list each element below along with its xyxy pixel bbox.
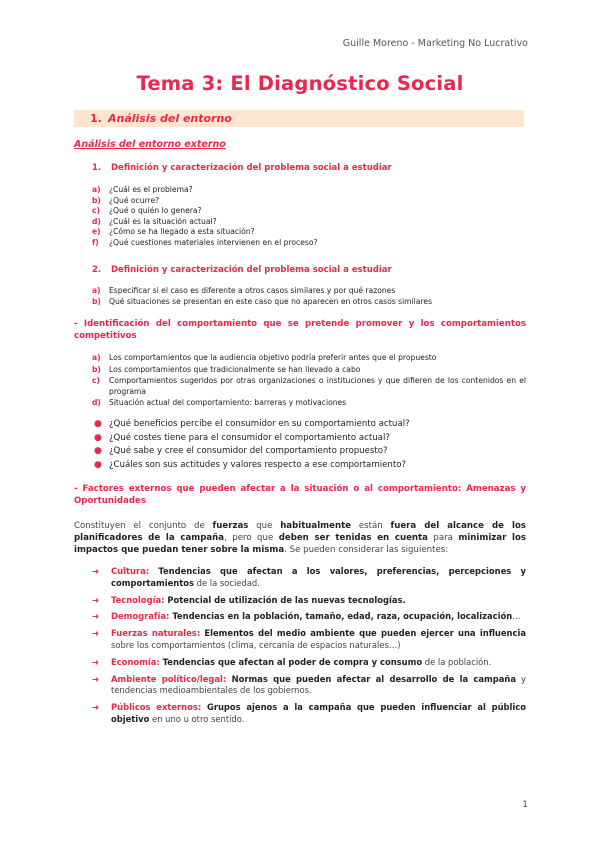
document-page: Guille Moreno - Marketing No Lucrativo Tema 3: El Diagnóstico Social 1. Análisis del entorno Análisis del entorno externo 1. Definición y caracterización del problema social a estudiar a) ¿Cuál es el problema? b) ¿Qué ocurre? c) ¿Qué o quién lo genera? d) ¿Cuál es la situación actual? e) ¿Cómo se ha llegado a esta situación? f) ¿Qué cuestiones materiales intervienen en el proceso? 2. Definición y caracterización del problema social a estudiar a) Especificar si el caso es diferente a otros casos similares y por qué razones b) Qué situaciones se presentan en este caso que no aparecen en otros casos similares - Identificación del comportamiento que se pretende promover y los comportamientos competitivos a) Los comportamientos que la audiencia objetivo podría preferir antes que el propuesto b) Los comportamientos que tradicionalmente se han llevado a cabo c) Comportamientos sugeridos por otras organizaciones o instituciones y que difieren de los contenidos en el programa d) Situación actual del comportamiento: barreras y motivaciones ● ¿Qué beneficios percibe el consumidor en su comportamiento actual? ● ¿Qué costes tiene para el consumidor el comportamiento actual? ● ¿Qué sabe y cree el consumidor del comportamiento propuesto? ● ¿Cuáles son sus actitudes y valores respecto a ese comportamiento? - Factores externos que pueden afectar a la situación o al comportamiento: Amenazas y Oportunidades Constituyen el conjunto de fuerzas que habitualmente están fuera del alcance de los planificadores de la campaña, pero que deben ser tenidas en cuenta para minimizar los impactos que puedan tener sobre la misma. Se pueden considerar las siguientes: ➜ Cultura: Tendencias que afectan a los valores, preferencias, percepciones y comportamientos de la sociedad. ➜ Tecnología: Potencial de utilización de las nuevas tecnologías. ➜ Demografía: Tendencias en la población, tamaño, edad, raza, ocupación, localización… ➜ Fuerzas naturales: Elementos del medio ambiente que pueden ejercer una influencia sobre los comportamientos (clima, cercanía de espacios naturales…) ➜ Economía: Tendencias que afectan al poder de compra y consumo de la población. ➜ Ambiente político/legal: Normas que pueden afectar al desarrollo de la campaña y tendencias medioambientales de los gobiernos. ➜ Públicos externos: Grupos ajenos a la campaña que pueden influenciar al público objetivo en uno u otro sentido. 1 [0, 0, 600, 848]
bullet-icon: ● [94, 459, 102, 470]
arrow-icon: ➜ [92, 702, 100, 713]
page-number: 1 [522, 800, 528, 810]
bullet-icon: ● [94, 432, 102, 443]
arrow-icon: ➜ [92, 611, 100, 622]
list-item: ● ¿Qué costes tiene para el consumidor el comportamiento actual? [92, 432, 526, 446]
arrow-icon: ➜ [92, 656, 100, 667]
list-item: ● ¿Cuáles son sus actitudes y valores respecto a ese comportamiento? [92, 459, 526, 473]
list-item: ➜ Demografía: Tendencias en la población, tamaño, edad, raza, ocupación, localización… [92, 611, 521, 622]
external-heading: - Factores externos que pueden afectar a la situación o al comportamiento: Amenazas y Oportunidades [74, 484, 526, 506]
section-number: 1. [90, 112, 102, 125]
heading-number: 1. [92, 163, 102, 173]
bullet-icon: ● [94, 419, 102, 429]
list-item: d) Situación actual del comportamiento: barreras y motivaciones [92, 398, 347, 407]
list-item: ➜ Ambiente político/legal: Normas que pueden afectar al desarrollo de la campaña y tendencias medioambientales de los gobiernos. [92, 673, 527, 696]
heading-text: Definición y caracterización del problema social a estudiar [111, 163, 392, 173]
bullet-icon: ● [94, 446, 102, 456]
list-item: c) Comportamientos sugeridos por otras organizaciones o instituciones y que difieren de los contenidos en el programa [92, 376, 526, 396]
factor-list [92, 566, 526, 731]
subsection-heading: Análisis del entorno externo [74, 139, 226, 150]
arrow-icon: ➜ [92, 628, 100, 639]
arrow-icon: ➜ [92, 566, 100, 576]
arrow-icon: ➜ [92, 594, 100, 605]
heading-number: 2. [92, 265, 102, 275]
list-item: ● ¿Qué sabe y cree el consumidor del comportamiento propuesto? [92, 445, 526, 459]
list-item: ➜ Cultura: Tendencias que afectan a los valores, preferencias, percepciones y comportamientos de la sociedad. [92, 566, 526, 588]
question-bullets [92, 418, 526, 472]
list-item: b) Los comportamientos que tradicionalmente se han llevado a cabo [92, 364, 361, 374]
heading-text: Definición y caracterización del problema social a estudiar [111, 265, 392, 275]
intro-paragraph: Constituyen el conjunto de fuerzas que habitualmente están fuera del alcance de los planificadores de la campaña, pero que deben ser tenidas en cuenta para minimizar los impactos que puedan tener sobre la misma. Se pueden considerar las siguientes: [74, 521, 526, 556]
arrow-icon: ➜ [92, 673, 100, 684]
list-item: ➜ Públicos externos: Grupos ajenos a la campaña que pueden influenciar al público objetivo en uno u otro sentido. [92, 702, 526, 724]
page-header: Guille Moreno - Marketing No Lucrativo [342, 38, 528, 49]
list-item: ● ¿Qué beneficios percibe el consumidor en su comportamiento actual? [92, 418, 526, 432]
list-item: a) Los comportamientos que la audiencia objetivo podría preferir antes que el propuesto [92, 353, 437, 362]
section-label: Análisis del entorno [108, 112, 232, 125]
section-heading [74, 110, 524, 127]
page-title: Tema 3: El Diagnóstico Social [136, 72, 464, 95]
behaviour-list [92, 353, 526, 410]
list-item: ➜ Fuerzas naturales: Elementos del medio ambiente que pueden ejercer una influencia sobre los comportamientos (clima, cercanía de espacios naturales…) [92, 628, 526, 650]
list-item: ➜ Tecnología: Potencial de utilización de las nuevas tecnologías. [92, 594, 406, 605]
behaviour-heading: - Identificación del comportamiento que se pretende promover y los comportamientos competitivos [74, 319, 526, 341]
list-item: ➜ Economía: Tendencias que afectan al poder de compra y consumo de la población. [92, 656, 492, 667]
